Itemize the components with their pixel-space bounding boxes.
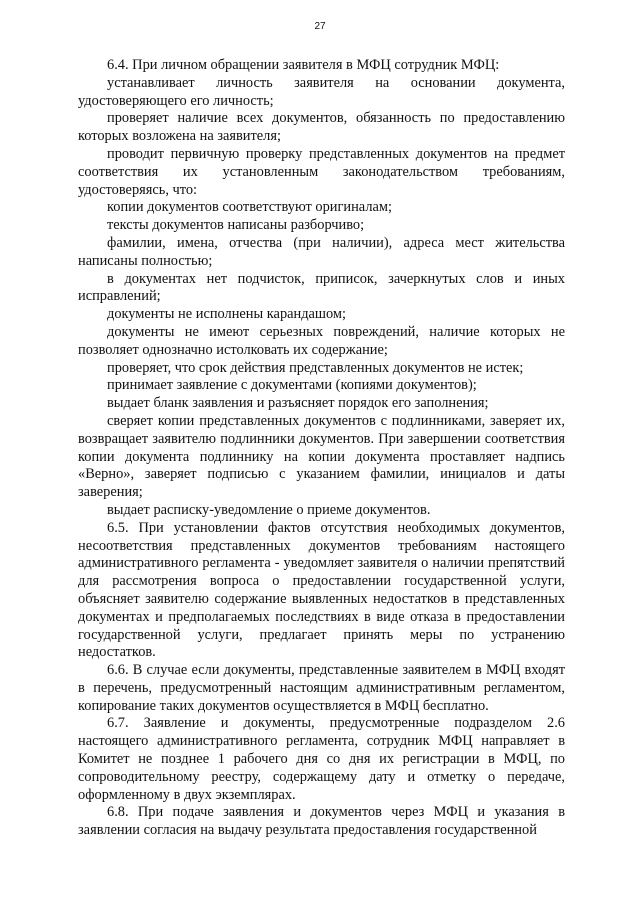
paragraph: 6.6. В случае если документы, представленные заявителем в МФЦ входят в перечень, предусмотренный настоящим административным регламентом, копирование таких документов осуществляется в МФЦ бесплатно. [78,662,565,714]
paragraph: принимает заявление с документами (копиями документов); [107,377,477,394]
paragraph: 6.7. Заявление и документы, предусмотренные подразделом 2.6 настоящего административного регламента, сотрудник МФЦ направляет в Комитет не позднее 1 рабочего дня со дня их регистрации в МФЦ, по сопроводительному реестру, содержащему дату и отметку о передаче, оформленному в двух экземплярах. [78,715,565,803]
paragraph: проверяет наличие всех документов, обязанность по предоставлению которых возложена на заявителя; [78,110,565,145]
paragraph: документы не исполнены карандашом; [107,306,347,323]
paragraph: выдает бланк заявления и разъясняет порядок его заполнения; [107,395,489,412]
paragraph: 6.8. При подаче заявления и документов через МФЦ и указания в заявлении согласия на выдачу результата предоставления государственной [78,804,565,839]
paragraph: проводит первичную проверку представленных документов на предмет соответствия их установленным законодательством требованиям, удостоверяясь, что: [78,145,565,198]
page-number: 27 [314,21,326,32]
paragraph: выдает расписку-уведомление о приеме документов. [107,501,431,518]
paragraph: 6.4. При личном обращении заявителя в МФЦ сотрудник МФЦ: [107,57,500,73]
document-body [78,57,565,840]
paragraph: проверяет, что срок действия представленных документов не истек; [107,359,524,376]
paragraph: документы не имеют серьезных повреждений, наличие которых не позволяет однозначно истолковать их содержание; [78,323,565,358]
paragraph: устанавливает личность заявителя на основании документа, удостоверяющего его личность; [78,74,565,109]
paragraph: сверяет копии представленных документов с подлинниками, заверяет их, возвращает заявителю подлинники документов. При завершении соответствия копии документа подлиннику на копии документа проставляет надпись «Верно», заверяет подписью с указанием фамилии, инициалов и даты заверения; [78,412,565,501]
paragraph: в документах нет подчисток, приписок, зачеркнутых слов и иных исправлений; [78,270,565,305]
paragraph: 6.5. При установлении фактов отсутствия необходимых документов, несоответствия представленных документов требованиям настоящего административного регламента - уведомляет заявителя о наличии препятствий для рассмотрения вопроса о предоставлении государственной услуги, объясняет заявителю содержание выявленных недостатков в представленных документах и предполагаемых последствиях в виде отказа в предоставлении государственной услуги, предлагает принять меры по устранению недостатков. [78,519,565,661]
paragraph: копии документов соответствуют оригиналам; [107,199,392,216]
paragraph: тексты документов написаны разборчиво; [107,217,365,234]
paragraph: фамилии, имена, отчества (при наличии), адреса мест жительства написаны полностью; [78,234,565,269]
